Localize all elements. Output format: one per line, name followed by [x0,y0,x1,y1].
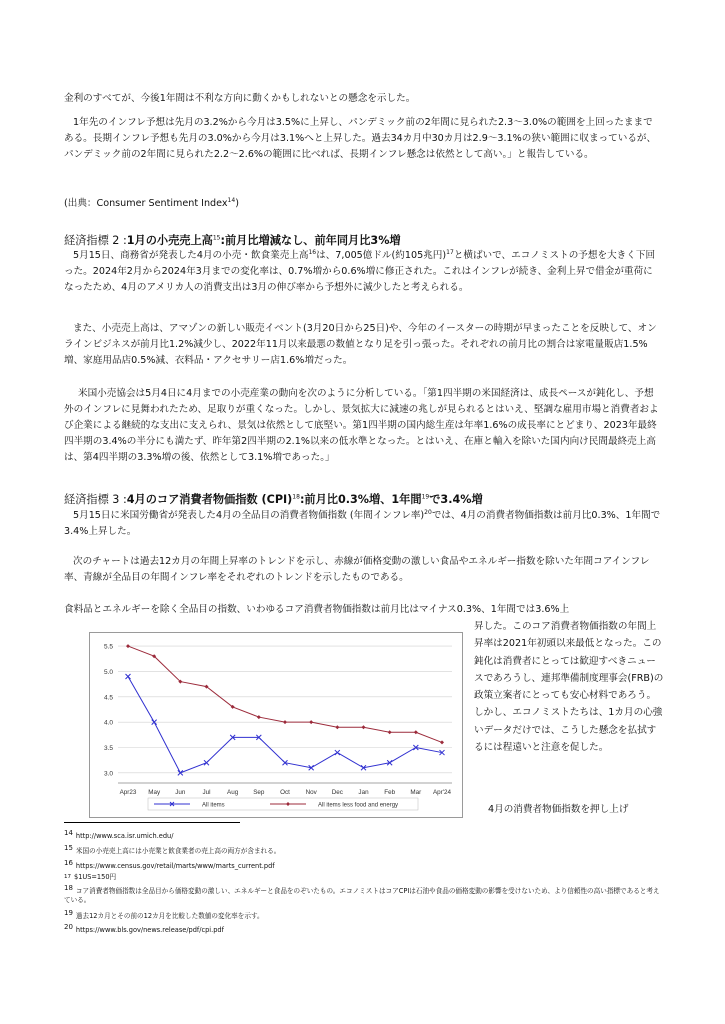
y-tick-label: 5.0 [103,668,113,676]
footnote-ref[interactable]: 19 [421,493,430,501]
x-tick-label: Jul [202,789,211,796]
data-point [283,720,287,724]
x-tick-label: Apr23 [119,789,137,796]
indicator-3-heading: 経済指標 3 :4月のコア消費者物価指数 (CPI)$^{18}$:前月比0.3%増、1年間$^{19}$で3.4%増 [64,493,483,506]
paragraph-retail-federation: 米国小売協会は5月4日に4月までの小売産業の動向を次のように分析している。「第1四半期の米国経済は、成長ペースが鈍化し、予想外のインフレに見舞われたため、足取りが重くなった。しかし、景気拡大に減速の兆しが見られるとはいえ、堅調な雇用市場と消費者および企業による継続的な支出に支えられ、景気は依然として底堅い。第1四半期の国内総生産は年率1.6%の成長率にとどまり、2023年最終四半期の3.4%の半分にも満たず、昨年第2四半期の2.1%以来の低水準となった。とはいえ、在庫と輸入を除いた国内向け民間最終売上高は、第4四半期の3.3%増の後、依然として3.1%増であった。」 [64,388,659,463]
paragraph-retail-sales: 5月15日、商務省が発表した4月の小売・飲食業売上高$^{16}$は、7,005億ドル(約105兆円)$^{17}$と横ばいで、エコノミストの予想を大きく下回った。2024年2月から2024年3月までの変化率は、0.7%増から0.6%増に修正された。これはインフレが続き、金利上昇で借金が重荷になったため、4月のアメリカ人の消費支出は3月の伸び率から予想外に減少したと考えられる。 [64,248,656,293]
data-point [362,725,366,729]
paragraph-cpi: 5月15日に米国労働省が発表した4月の全品目の消費者物価指数 (年間インフレ率)$^{20}$では、4月の消費者物価指数は前月比0.3%、1年間で3.4%上昇した。 [64,508,661,537]
series-line-0 [128,677,442,773]
footnote-ref[interactable]: 18 [292,493,300,501]
footnote: 18 コア消費者物価指数は全品目から価格変動の激しい、エネルギーと食品をのぞいたもの。エコノミストはコアCPIは石油や食品の価格変動の影響を受けないため、より信頼性の高い指標であると考えている。 [64,884,660,905]
x-tick-label: Jun [175,789,186,796]
footnote-ref[interactable]: 17 [446,248,454,256]
paragraph-chart-description: 次のチャートは過去12カ月の年間上昇率のトレンドを示し、赤線が価格変動の激しい食品やエネルギー指数を除いた年間コアインフレ率、青線が全品目の年間インフレ率をそれぞれのトレンドを示したものである。 [64,556,650,583]
y-tick-label: 4.0 [103,719,113,727]
footnote: 20 https://www.bls.gov/news.release/pdf/cpi.pdf [64,923,224,934]
footnote-ref[interactable]: 14 [227,196,236,204]
footnote: 14 http://www.sca.isr.umich.edu/ [64,829,174,840]
data-point [204,760,209,765]
series-line-1 [128,646,442,742]
data-point [126,644,130,648]
paragraph-core-cpi-continued: 昇した。このコア消費者物価指数の年間上昇率は2021年初頭以来最低となった。この鈍化は消費者にとっては歓迎すべきニュースであろうし、連邦準備制度理事会(FRB)の政策立案者にとっても安心材料であろう。しかし、エコノミストたちは、1カ月の心強いデータだけでは、こうした懸念を払拭するには程遠いと注意を促した。 [474,621,664,754]
footnote-ref[interactable]: 20 [424,508,432,516]
paragraph-inflation-expectations: 1年先のインフレ予想は先月の3.2%から今月は3.5%に上昇し、パンデミック前の2年間に見られた2.3～3.0%の範囲を上回ったままである。長期インフレ予想も先月の3.0%から今月は3.1%へと上昇した。過去34カ月中30カ月は2.9～3.1%の狭い範囲に収まっているが、パンデミック前の2年間に見られた2.2～2.6%の範囲に比べれば、長期インフレ懸念は依然として高い。」と報告している。 [64,117,657,160]
paragraph-online-sales: また、小売売上高は、アマゾンの新しい販売イベント(3月20日から25日)や、今年のイースターの時期が早まったことを反映して、オンラインビジネスが前月比1.2%減少し、2022年11月以来最悪の数値となり足を引っ張った。それぞれの前月比の割合は家電量販店1.5%増、家庭用品店0.5%減、衣料品・アクセサリー店1.6%増だった。 [64,323,657,366]
data-point [126,674,131,679]
x-tick-label: Mar [410,789,422,796]
paragraph-core-cpi: 食料品とエネルギーを除く全品目の指数、いわゆるコア消費者物価指数は前月比はマイナス0.3%、1年間では3.6%上 [64,604,570,615]
data-point [335,750,340,755]
indicator-2-heading: 経済指標 2 :1月の小売売上高$^{15}$:前月比増減なし、前年同月比3%増 [64,234,401,247]
x-tick-label: Dec [331,789,343,796]
footnote: 15 米国の小売売上高には小売業と飲食業者の売上高の両方が含まれる。 [64,844,281,855]
y-tick-label: 3.0 [103,770,113,778]
x-tick-label: Feb [384,789,396,796]
footnote-ref[interactable]: 16 [308,248,317,256]
data-point [388,730,392,734]
data-point [309,720,313,724]
data-point [335,725,339,729]
footnote: 19 過去12カ月とその前の12カ月を比較した数値の変化率を示す。 [64,909,264,920]
footnote-ref[interactable]: 15 [212,234,221,242]
y-tick-label: 5.5 [103,643,113,651]
x-tick-label: Aug [227,789,239,796]
source-citation: (出典：Consumer Sentiment Index$^{14}$) [64,196,239,209]
legend-label: All items [202,802,225,809]
cpi-chart-svg [90,633,462,817]
data-point [257,715,261,719]
footnote: 17 $1US=150円 [64,873,117,881]
y-tick-label: 4.5 [103,694,113,702]
cpi-line-chart [89,632,463,818]
x-tick-label: Apr'24 [432,789,452,796]
footnote: 16 https://www.census.gov/retail/marts/www/marts_current.pdf [64,859,275,870]
x-tick-label: May [148,789,161,796]
footnote-divider [64,822,240,823]
x-tick-label: Jan [358,789,369,796]
y-tick-label: 3.5 [103,745,113,752]
data-point [414,730,418,734]
paragraph-intro: 金利のすべてが、今後1年間は不利な方向に動くかもしれないとの懸念を示した。 [64,93,416,104]
paragraph-cpi-drivers: 4月の消費者物価指数を押し上げ [488,804,629,815]
x-tick-label: Oct [280,789,290,796]
x-tick-label: Sep [253,789,265,796]
legend-label: All items less food and energy [318,802,399,809]
data-point [440,740,444,744]
x-tick-label: Nov [305,789,317,796]
